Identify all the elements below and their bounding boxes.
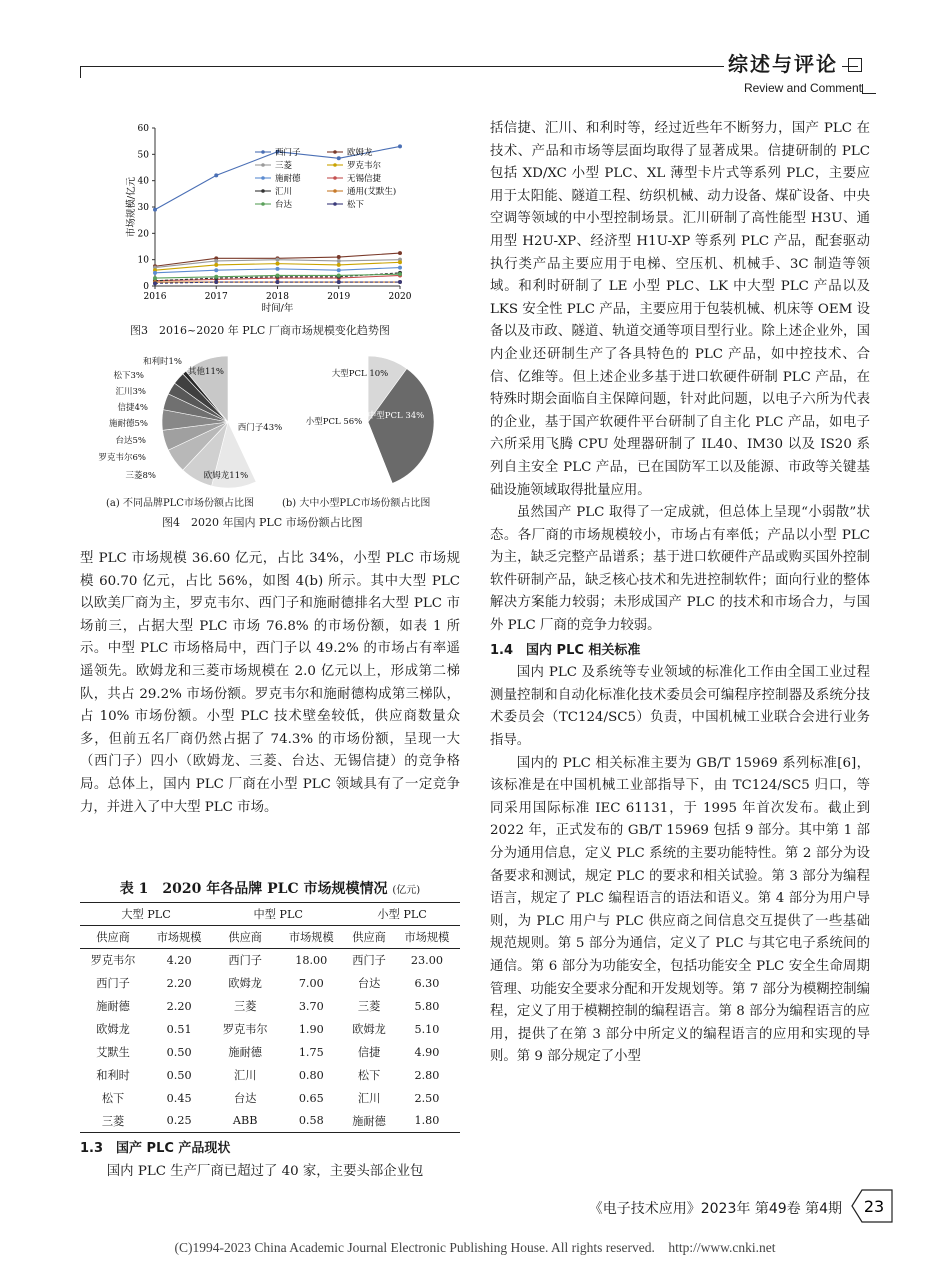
page-number-badge: [842, 1186, 902, 1226]
data-point: [398, 272, 402, 276]
table-cell: 松下: [357, 1069, 381, 1082]
paragraph: 国内的 PLC 相关标准主要为 GB/T 15969 系列标准[6]，该标准是在中国机械工业部指导下，由 TC124/SC5 归口，等同采用国际标准 IEC 61131，于 1995 年首次发布。截止到 2022 年，正式发布的 GB/T 15969 包括 9 部分。其中第 1 部分为通用信息，定义 PLC 系统的主要功能特性。第 2 部分为设备要求和测试，规定 PLC 的要求和相关试验。第 3 部分为编程语言，规定了 PLC 编程语言的语法和语义。第 4 部分为用户导则，为 PLC 用户与 PLC 供应商之间信息交互提供了一些基础规范规则。第 5 部分为通信，定义了 PLC 与其它电子系统间的通信。第 6 部分为功能安全，包括功能安全 PLC 安全生命周期管理、功能安全要求分配和开发规划等。第 7 部分为模糊控制编程，定义了用于模糊控制的编程语言。第 8 部分为编程语言的应用，提供了在第 3 部分中所定义的编程语言的应用和实现的导则。第 9 部分规定了小型: [490, 755, 870, 1065]
header-corner-mark: [80, 66, 81, 78]
table-row: [80, 1018, 460, 1041]
table-cell: 5.10: [414, 1022, 440, 1036]
table-row: [80, 949, 460, 972]
table-cell: 4.20: [166, 953, 192, 967]
section-subtitle: Review and Comment: [743, 81, 862, 95]
table-cell: 0.51: [166, 1022, 192, 1036]
data-point: [337, 268, 341, 272]
table-cell: 2.20: [166, 999, 192, 1013]
table-row: [80, 1087, 460, 1110]
x-tick-label: 2016: [143, 292, 167, 302]
table-cell: 0.50: [166, 1045, 192, 1059]
section-title: 综述与评论: [724, 48, 842, 77]
table-cell: 0.50: [166, 1068, 192, 1082]
y-tick-label: 20: [137, 229, 149, 240]
table-cell: 5.80: [414, 999, 440, 1013]
data-point: [153, 281, 157, 285]
y-tick-label: 30: [137, 203, 149, 213]
table-cell: 2.20: [166, 976, 192, 990]
table1-group-large: 大型 PLC: [80, 903, 212, 926]
legend-label: 无锡信捷: [347, 174, 382, 184]
section-heading: 1.3 国产 PLC 产品现状: [80, 1141, 231, 1156]
y-tick-label: 50: [137, 150, 149, 161]
legend-label: 三菱: [275, 161, 293, 171]
section-1-3: [80, 1136, 460, 1183]
y-tick-label: 10: [137, 255, 149, 266]
paragraph: 型 PLC 市场规模 36.60 亿元，占比 34%，小型 PLC 市场规模 60.70 亿元，占比 56%，如图 4(b) 所示。其中大型 PLC 以欧美厂商为主，罗克韦尔、西门子和施耐德排名大型 PLC 市场前三，占据大型 PLC 市场 76.8% 的市场份额，如表 1 所示。中型 PLC 市场格局中，西门子以 49.2% 的市场占有率遥遥领先。欧姆龙和三菱市场规模在 2.0 亿元以上，形成第二梯队，共占 29.2% 市场份额。罗克韦尔和施耐德构成第三梯队，占 10% 市场份额。小型 PLC 技术壁垒较低，供应商数量众多，但前五名厂商仍然占据了 74.3% 的市场份额，呈现一大（西门子）四小（欧姆龙、三菱、台达、无锡信捷）的竞争格局。总体上，国内 PLC 厂商在小型 PLC 领域具有了一定竞争力，并进入了中大型 PLC 市场。: [80, 551, 460, 815]
table-cell: 艾默生: [96, 1046, 130, 1059]
table-cell: 信捷: [357, 1046, 381, 1059]
legend-marker: [333, 202, 337, 206]
y-tick-label: 40: [137, 176, 149, 187]
legend-marker: [333, 150, 337, 154]
table-cell: 0.65: [298, 1091, 324, 1105]
legend-label: 通用(艾默生): [347, 187, 397, 197]
table-cell: 施耐德: [344, 1110, 394, 1133]
table1-col-header: 市场规模: [278, 926, 344, 949]
paragraph: 括信捷、汇川、和利时等，经过近些年不断努力，国产 PLC 在技术、产品和市场等层面均取得了显著成果。信捷研制的 PLC 包括 XD/XC 小型 PLC、XL 薄型卡片式等系列 PLC，主要应用于太阳能、隧道工程、纺织机械、动力设备、煤矿设备、中央空调等领域的中小型控制场景。汇川研制了高性能型 H3U、通用型 H2U-XP、经济型 H1U-XP 等系列 PLC 产品，配套驱动执行类产品主要应用于电梯、空压机、机械手、3C 制造等领域。和利时研制了 LE 小型 PLC、LK 中大型 PLC 产品以及 LKS 安全性 PLC 产品，主要应用于包装机械、机床等 OEM 设备以及市政、隧道、轨道交通等项目型行业。除上述企业外，国内企业还研制生产了各具特色的 PLC 产品，如中控技术、合信、亿维等。但上述企业多基于进口软硬件研制 PLC 产品，在特殊时期会面临自主保障问题，针对此问题，以电子六所为代表的企业，基于国产软硬件平台研制了自主化 PLC 产品，如电子六所采用飞腾 CPU 处理器研制了 IL40、IM30 以及 IS20 系列自主安全 PLC 产品，已在国防军工以及能源、市政等关键基础设施领域取得批量应用。: [490, 121, 870, 498]
table-cell: 0.25: [146, 1110, 212, 1133]
data-point: [214, 280, 218, 284]
page-number: 23: [863, 1197, 885, 1216]
data-point: [398, 144, 402, 148]
table-cell: ABB: [212, 1110, 278, 1133]
legend-marker: [261, 176, 265, 180]
table-cell: 施耐德: [228, 1046, 262, 1059]
table-cell: 施耐德: [96, 1000, 130, 1013]
section-heading: 1.4 国内 PLC 相关标准: [490, 642, 641, 658]
data-point: [337, 263, 341, 267]
table-cell: 和利时: [96, 1069, 130, 1082]
y-axis-label: 市场规模/亿元: [126, 176, 137, 238]
legend-label: 罗克韦尔: [347, 161, 382, 171]
left-column-text: [80, 548, 460, 819]
data-point: [153, 271, 157, 275]
table1-group-medium: 中型 PLC: [212, 903, 344, 926]
fig4b-subcaption: (b) 大中小型PLC市场份额占比图: [282, 498, 431, 509]
data-point: [276, 280, 280, 284]
table-cell: 汇川: [357, 1092, 381, 1105]
x-tick-label: 2018: [266, 292, 289, 302]
header-corner-decoration: [862, 84, 876, 94]
fig3-caption: 图3 2016~2020 年 PLC 厂商市场规模变化趋势图: [130, 324, 390, 337]
table1: [80, 902, 460, 1133]
legend-marker: [333, 176, 337, 180]
data-point: [337, 259, 341, 263]
fig3-line-chart: [100, 118, 430, 343]
y-tick-label: 0: [143, 282, 149, 292]
legend-marker: [261, 150, 265, 154]
table-cell: 0.58: [278, 1110, 344, 1133]
table-cell: 23.00: [410, 953, 443, 967]
data-point: [214, 263, 218, 267]
table-row: [80, 972, 460, 995]
right-column-text: [490, 118, 870, 1069]
legend-marker: [333, 189, 337, 193]
pie-label: 罗克韦尔6%: [98, 453, 146, 463]
legend-marker: [261, 202, 265, 206]
pie-label: 台达5%: [115, 436, 146, 446]
data-point: [214, 173, 218, 177]
table-cell: 7.00: [298, 976, 324, 990]
legend-label: 松下: [347, 200, 365, 210]
table-cell: 汇川: [234, 1069, 257, 1082]
legend-marker: [261, 189, 265, 193]
table-cell: 0.80: [298, 1068, 324, 1082]
table-cell: 松下: [101, 1092, 125, 1105]
table-row: [80, 1064, 460, 1087]
paragraph: 虽然国产 PLC 取得了一定成就，但总体上呈现“小弱散”状态。各厂商的市场规模较小，市场占有率低；产品以小型 PLC 为主，缺乏完整产品谱系；基于进口软硬件产品或购买国外控制软件研制产品，缺乏核心技术和先进控制软件；面向行业的整体解决方案能力较弱；未形成国产 PLC 的技术和市场合力，与国外 PLC 厂商的竞争力较弱。: [490, 505, 870, 634]
data-point: [337, 255, 341, 259]
table-cell: 台达: [234, 1092, 257, 1105]
x-tick-label: 2017: [204, 292, 228, 302]
legend-label: 欧姆龙: [347, 148, 373, 158]
data-point: [214, 275, 218, 279]
pie-label: 其他11%: [188, 367, 224, 377]
data-point: [276, 258, 280, 262]
table-cell: 欧姆龙: [228, 977, 262, 990]
legend-label: 台达: [275, 200, 293, 210]
table-cell: 6.30: [414, 976, 440, 990]
legend-label: 汇川: [275, 187, 293, 197]
table1-title-text: 表 1 2020 年各品牌 PLC 市场规模情况: [119, 881, 388, 897]
copyright-line: (C)1994-2023 China Academic Journal Electronic Publishing House. All rights reserved. http://www.cnki.net: [174, 1240, 776, 1255]
table1-title: [80, 878, 460, 898]
data-point: [153, 208, 157, 212]
table1-group-small: 小型 PLC: [344, 903, 460, 926]
table-cell: 西门子: [96, 977, 130, 990]
fig4a-subcaption: (a) 不同品牌PLC市场份额占比图: [106, 498, 254, 509]
table-cell: 2.80: [414, 1068, 440, 1082]
y-tick-label: 60: [137, 124, 149, 134]
pie-label: 施耐德5%: [109, 419, 148, 429]
header-box-decoration: [848, 58, 862, 72]
table-row: [80, 1110, 460, 1133]
table-cell: 3.70: [298, 999, 324, 1013]
table-row: [80, 995, 460, 1018]
legend-label: 西门子: [275, 148, 301, 158]
x-tick-label: 2019: [327, 292, 351, 302]
table-cell: 1.75: [298, 1045, 324, 1059]
table-cell: 罗克韦尔: [222, 1023, 268, 1036]
pie-label: 汇川3%: [115, 387, 146, 397]
table1-unit: (亿元): [392, 885, 421, 896]
table1-col-header: 市场规模: [394, 926, 460, 949]
pie-label: 松下3%: [113, 371, 144, 381]
data-point: [398, 251, 402, 255]
data-point: [398, 260, 402, 264]
legend-marker: [333, 163, 337, 167]
table-cell: 2.50: [414, 1091, 440, 1105]
fig4-pie-charts: [98, 350, 458, 510]
x-axis-label: 时间/年: [261, 303, 294, 314]
table-cell: 欧姆龙: [96, 1023, 130, 1036]
data-point: [337, 156, 341, 160]
pie-label: 西门子43%: [237, 423, 283, 433]
data-point: [153, 276, 157, 280]
table1-col-header: 市场规模: [146, 926, 212, 949]
data-point: [398, 266, 402, 270]
table-cell: 三菱: [234, 1000, 257, 1013]
pie-label: 中型PCL 34%: [367, 411, 425, 421]
data-point: [214, 259, 218, 263]
table-cell: 欧姆龙: [352, 1023, 386, 1036]
table-cell: 1.80: [394, 1110, 460, 1133]
data-point: [276, 267, 280, 271]
pie-label: 大型PCL 10%: [331, 369, 389, 379]
table-cell: 罗克韦尔: [90, 954, 136, 968]
journal-footer: 《电子技术应用》2023年 第49卷 第4期: [588, 1201, 842, 1217]
table-cell: 西门子: [228, 954, 262, 968]
paragraph: 国内 PLC 生产厂商已超过了 40 家，主要头部企业包: [106, 1163, 424, 1179]
data-point: [276, 273, 280, 277]
table-cell: 18.00: [295, 953, 328, 967]
pie-label: 欧姆龙11%: [203, 471, 249, 481]
data-point: [214, 268, 218, 272]
pie-label: 和利时1%: [143, 357, 182, 367]
legend-marker: [261, 163, 265, 167]
table1-col-header: 供应商: [212, 926, 278, 949]
table-cell: 西门子: [352, 954, 386, 968]
pie-label: 小型PCL 56%: [305, 417, 363, 427]
pie-label: 信捷4%: [117, 403, 148, 413]
table-cell: 4.90: [414, 1045, 440, 1059]
table-cell: 0.45: [166, 1091, 192, 1105]
data-point: [398, 280, 402, 284]
data-point: [276, 262, 280, 266]
legend-label: 施耐德: [275, 174, 301, 184]
data-point: [337, 273, 341, 277]
data-point: [337, 280, 341, 284]
table-row: [80, 1041, 460, 1064]
table1-col-header: 供应商: [80, 926, 146, 949]
paragraph: 国内 PLC 及系统等专业领域的标准化工作由全国工业过程测量控制和自动化标准化技术委员会可编程序控制器及系统分技术委员会（TC124/SC5）负责，中国机械工业联合会进行业务指导。: [490, 665, 870, 749]
fig4-caption: 图4 2020 年国内 PLC 市场份额占比图: [162, 516, 363, 529]
table-cell: 台达: [357, 977, 381, 990]
pie-label: 三菱8%: [125, 471, 156, 481]
table-cell: 三菱: [80, 1110, 146, 1133]
table1-col-header: 供应商: [344, 926, 394, 949]
table-cell: 1.90: [298, 1022, 324, 1036]
table-cell: 三菱: [357, 1000, 381, 1013]
x-tick-label: 2020: [388, 292, 412, 302]
